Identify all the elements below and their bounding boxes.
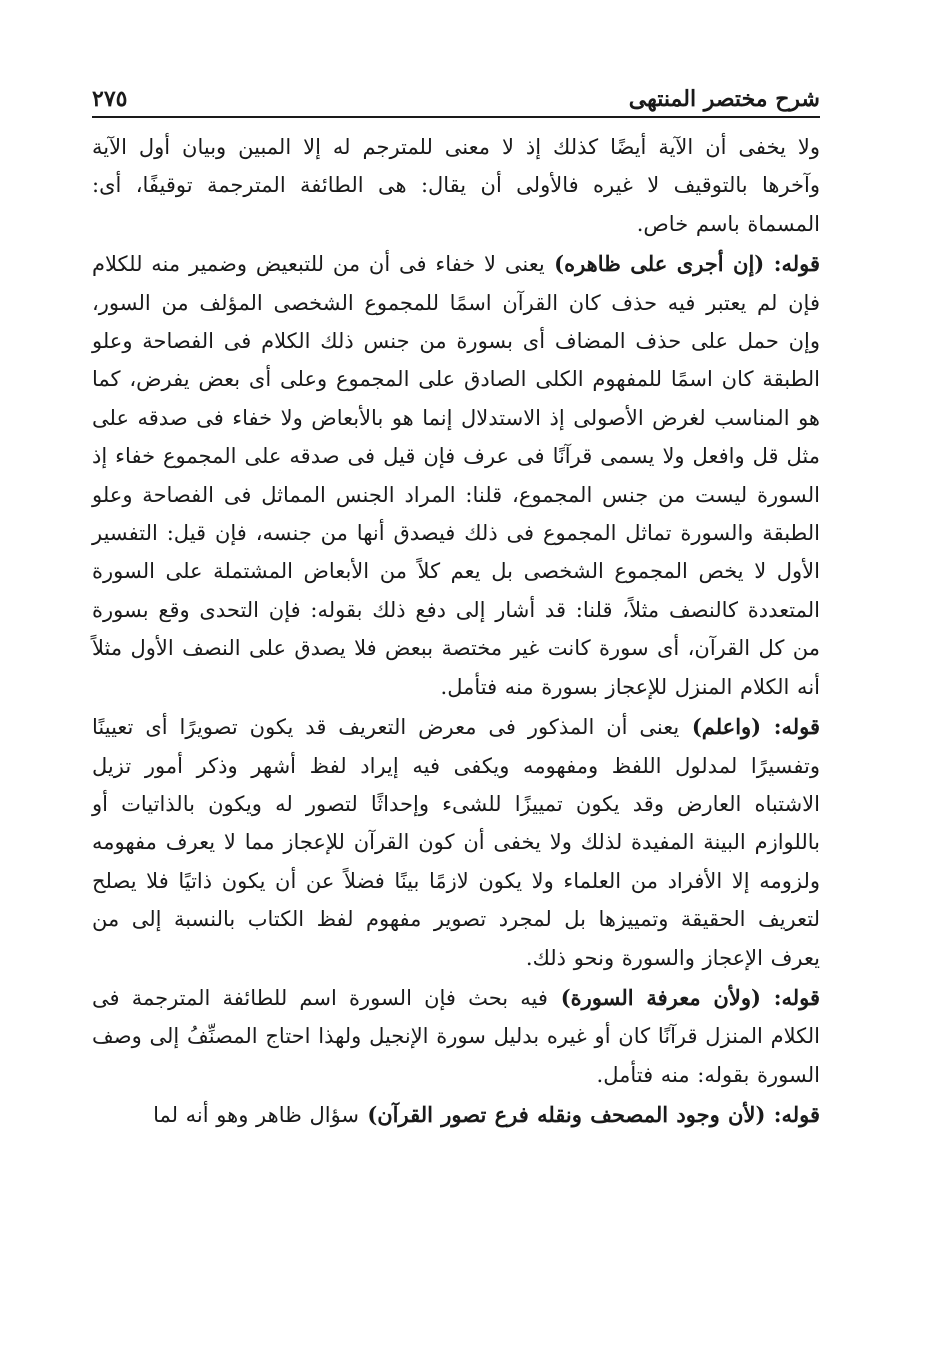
paragraph-5	[92, 1096, 820, 1134]
paragraph-lead: قوله: (لأن وجود المصحف ونقله فرع تصور القرآن)	[367, 1102, 820, 1128]
running-title: شرح مختصر المنتهى	[628, 86, 820, 112]
paragraph-2	[92, 245, 820, 706]
paragraph-separator	[679, 714, 692, 739]
paragraph-text: ولا يخفى أن الآية أيضًا كذلك إذ لا معنى للمترجم له إلا المبين وبيان أول الآية وآخرها بالتوقيف لا غيره فالأولى أن يقال: هى الطائفة المترجمة توقيفًا، أى: المسماة باسم خاص.	[92, 135, 820, 236]
paragraph-text: سؤال ظاهر وهو أنه لما	[153, 1103, 360, 1128]
paragraph-text: يعنى لا خفاء فى أن من للتبعيض وضمير منه للكلام فإن لم يعتبر فيه حذف كان القرآن اسمًا للمجموع الشخصى المؤلف من السور، وإن حمل على حذف المضاف أى بسورة من جنس ذلك الكلام فى الفصاحة وعلو الطبقة كان اسمًا للمفهوم الكلى الصادق على المجموع وعلى أى بعض يفرض، كما هو المناسب لغرض الأصولى إذ الاستدلال إنما هو بالأبعاض ولا خفاء فى صدقه على مثل قل وافعل ولا يسمى قرآنًا فى عرف فإن قيل فى صدقه على المجموع خفاء إذ السورة ليست من جنس المجموع، قلنا: المراد الجنس المماثل فى الفصاحة وعلو الطبقة والسورة تماثل المجموع فى ذلك فيصدق أنها من جنسه، فإن قيل: التفسير الأول لا يخص المجموع الشخصى بل يعم كلاً من الأبعاض المشتملة على السورة المتعددة كالنصف مثلاً، قلنا: قد أشار إلى دفع ذلك بقوله: فإن التحدى وقع بسورة من كل القرآن، أى سورة كانت غير مختصة ببعض فلا يصدق على النصف الأول مثلاً أنه الكلام المنزل للإعجاز بسورة منه فتأمل.	[92, 252, 820, 699]
paragraph-1	[92, 128, 820, 243]
paragraph-3	[92, 708, 820, 977]
paragraph-text: فيه بحث فإن السورة اسم للطائفة المترجمة فى الكلام المنزل قرآنًا كان أو غيره بدليل سورة الإنجيل ولهذا احتاج المصنِّفُ إلى وصف السورة بقوله: منه فتأمل.	[92, 985, 820, 1087]
running-header	[92, 84, 820, 118]
book-page	[92, 84, 820, 1354]
body-text	[92, 128, 820, 1135]
paragraph-separator	[545, 251, 554, 276]
paragraph-separator	[548, 985, 561, 1010]
paragraph-lead: قوله: (إن أجرى على ظاهره)	[554, 251, 820, 277]
paragraph-lead: قوله: (ولأن معرفة السورة)	[560, 984, 820, 1010]
paragraph-4	[92, 979, 820, 1094]
paragraph-text: يعنى أن المذكور فى معرض التعريف قد يكون تصويرًا أى تعيينًا وتفسيرًا لمدلول اللفظ ومفهومه ويكفى فيه إيراد لفظ أشهر وذكر أمور تزيل الاشتباه العارض وقد يكون تمييزًا للشىء وإحداثًا لتصور له ويكون بالذاتيات أو باللوازم البينة المفيدة لذلك ولا يخفى أن كون القرآن للإعجاز مما لا يعرف مفهومه ولزومه إلا الأفراد من العلماء ولا يكون لازمًا بينًا فضلاً عن أن يكون ذاتيًا فلا يصلح لتعريف الحقيقة وتمييزها بل لمجرد تصوير مفهوم لفظ الكتاب بالنسبة إلى من يعرف الإعجاز والسورة ونحو ذلك.	[92, 715, 820, 970]
page-number: ٢٧٥	[92, 86, 128, 112]
paragraph-lead: قوله: (واعلم)	[691, 714, 820, 740]
